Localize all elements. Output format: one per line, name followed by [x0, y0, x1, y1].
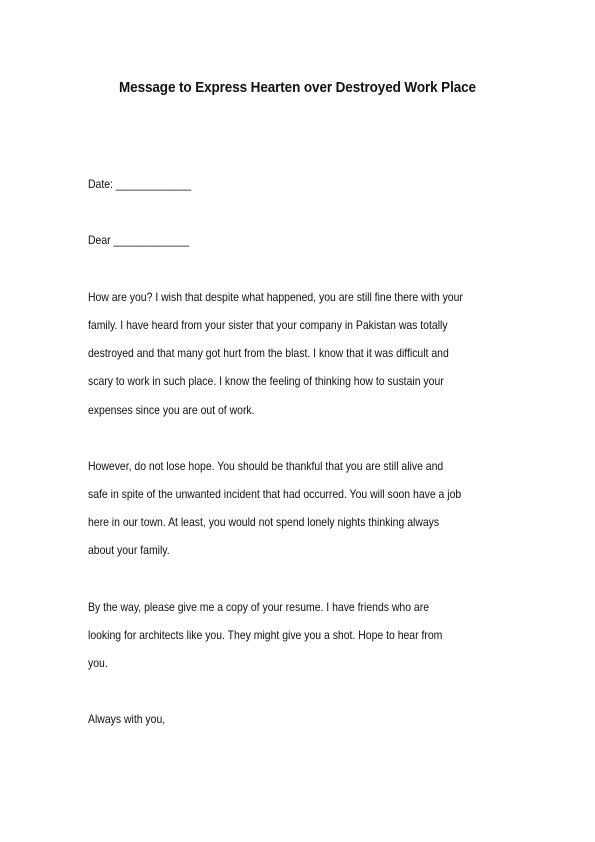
closing-line: Always with you,	[88, 712, 166, 726]
paragraph-2-line: about your family.	[88, 543, 170, 557]
date-line: Date: _____________	[88, 177, 192, 191]
document-title: Message to Express Hearten over Destroyed Work Place	[119, 80, 476, 96]
paragraph-1-line: family. I have heard from your sister that your company in Pakistan was totally	[88, 318, 448, 332]
paragraph-2-line: here in our town. At least, you would not spend lonely nights thinking always	[88, 515, 440, 529]
paragraph-2-line: However, do not lose hope. You should be thankful that you are still alive and	[88, 459, 444, 473]
paragraph-1-line: How are you? I wish that despite what happened, you are still fine there with your	[88, 290, 463, 304]
paragraph-1-line: scary to work in such place. I know the feeling of thinking how to sustain your	[88, 374, 444, 388]
paragraph-2-line: safe in spite of the unwanted incident that had occurred. You will soon have a job	[88, 487, 462, 501]
paragraph-1-line: expenses since you are out of work.	[88, 403, 255, 417]
paragraph-3-line: you.	[88, 656, 108, 670]
salutation: Dear _____________	[88, 233, 190, 247]
paragraph-3-line: By the way, please give me a copy of your resume. I have friends who are	[88, 600, 430, 614]
paragraph-3-line: looking for architects like you. They might give you a shot. Hope to hear from	[88, 628, 443, 642]
paragraph-1-line: destroyed and that many got hurt from the blast. I know that it was difficult and	[88, 346, 449, 360]
